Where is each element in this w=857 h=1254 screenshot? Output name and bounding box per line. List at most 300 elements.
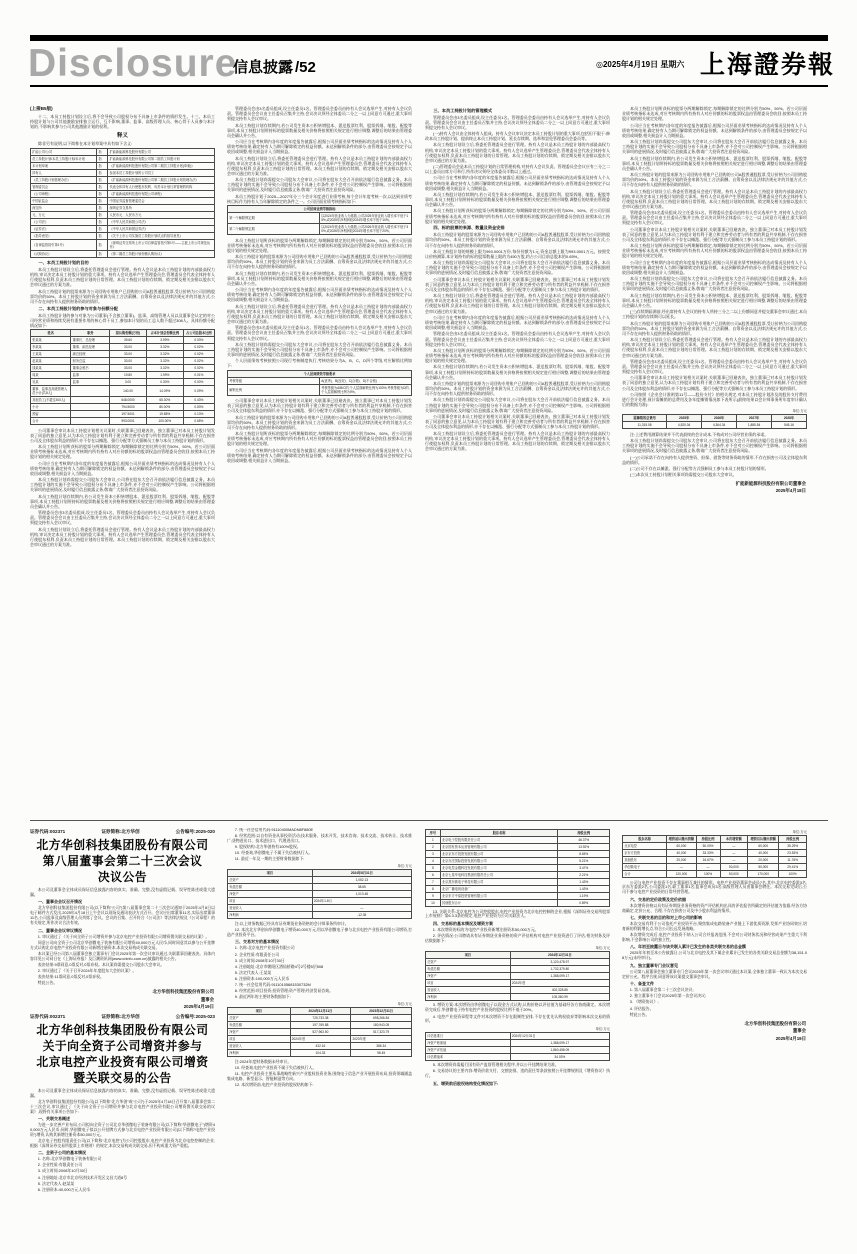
- table-cell: 1.99%: [146, 372, 183, 379]
- paragraph: 管理委员会由3名委员组成,设主任委员1名。管理委员会委员由持有人会议选举产生,对持有人会议负责。管理委员会会议由主任委员召集并主持,会议决议须经全体委员二分之一以上同意方可通过,重大事项须提交持有人会议审议。: [622, 358, 807, 375]
- table-cell: 725,733.38: [290, 1015, 351, 1022]
- table-header-cell: 职务: [71, 330, 110, 337]
- paragraph: 2. 独立董事专门会议2025年第一次会议决议;: [629, 993, 707, 999]
- table-cell: 402,328.85: [510, 986, 609, 993]
- table-cell: 3.32%: [146, 365, 183, 372]
- paragraph: 公司董事会审议本员工持股计划相关议案时,关联董事已回避表决。独立董事已对本员工持股计划发表了同意的独立意见,认为本员工持股计划有利于建立和完善劳动者与所有者的利益共享机制,不存在损害公司及全体股东利益的情形,亦不存在以摊派、强行分配等方式强制员工参与本员工持股计划的情形。: [622, 226, 807, 242]
- table-cell: 1,388,099.17: [510, 1039, 609, 1046]
- paragraph: 3. 成立时间:2008年10月30日: [37, 1168, 88, 1174]
- table-cell: 1,860,458.09: [510, 1046, 609, 1053]
- table-cell: 净利润: [228, 912, 313, 919]
- table-cell: 517,323.79: [351, 1029, 412, 1036]
- paragraph: 4. 注册地址:北京市朝阳区酒仙桥路4号2号楼5层508: [234, 963, 324, 969]
- table-cell: 50.00%: [696, 843, 720, 850]
- table-cell: 指: [97, 162, 108, 169]
- table-cell: 负债总额: [426, 965, 511, 972]
- table-cell: 20,000: [748, 857, 779, 864]
- data-table: [30, 329, 215, 425]
- table-cell: 《指导意见》: [31, 232, 97, 239]
- table-cell: 以2024年营业收入为基数,公司2025年营业收入增长率不低于15%,或2025年净利润较2024年增长率不低于10%。: [320, 213, 412, 224]
- stock-name: 证券简称:北方华创: [101, 829, 140, 834]
- table-header-cell: 本次增资额: [720, 836, 748, 843]
- unit-label: 单位:万元: [595, 945, 610, 950]
- table-header-cell: 2027年: [737, 415, 772, 422]
- table-cell: 参加本员工持股计划的公司员工: [108, 169, 215, 176]
- signature-line: 北方华创科技集团股份有限公司: [744, 1020, 806, 1026]
- paragraph: 公司董事会审议本员工持股计划相关议案时,关联董事已回避表决。独立董事已对本员工持股计划发表了同意的独立意见,认为本员工持股计划有利于建立和完善劳动者与所有者的利益共享机制,不存在损害公司及全体股东利益的情形,亦不存在以摊派、强行分配等方式强制员工参与本员工持股计划的情形。: [227, 398, 412, 414]
- signature-line: 2025年4月19日: [775, 1035, 806, 1041]
- table-cell: 李某某: [31, 344, 71, 351]
- paragraph: 管理委员会由3名委员组成,设主任委员1名。管理委员会委员由持有人会议选举产生,对持有人会议负责。管理委员会会议由主任委员召集并主持,会议决议须经全体委员二分之一以上同意方可通过,重大事项须提交持有人会议审议。: [425, 114, 610, 130]
- table-cell: 指: [97, 155, 108, 162]
- table-cell: —: [720, 843, 748, 850]
- table-cell: 50,000: [720, 871, 748, 878]
- sub-heading: 四、交易标的基本情况及增资方案: [433, 920, 493, 926]
- table-cell: 5.21%: [558, 858, 610, 865]
- paragraph: 3. 成立时间:2008年10月30日: [234, 957, 285, 963]
- table-cell: 9: [426, 893, 441, 900]
- bottom-announcement-column-3: [425, 828, 610, 1248]
- announcement-headline: [30, 837, 215, 885]
- table-cell: 33.00: [110, 344, 147, 351]
- table-cell: 33.00: [110, 365, 147, 372]
- table-cell: 0.13%: [183, 411, 214, 418]
- table-cell: [71, 418, 110, 425]
- paragraph: 公司应当在考核期内各年度的年度报告披露后,根据公司层面业绩考核指标的达成情况及持有人个人绩效考核结果,确定持有人当期可解除锁定的权益份额。未达到解锁条件的部分,由管理委员会按规定予以收回或调整,相关损益计入当期损益。: [622, 259, 807, 275]
- paragraph: 公司董事会审议本员工持股计划相关议案时,关联董事已回避表决。独立董事已对本员工持股计划发表了同意的独立意见,认为本员工持股计划有利于建立和完善劳动者与所有者的利益共享机制,不存在损害公司及全体股东利益的情形,亦不存在以摊派、强行分配等方式强制员工参与本员工持股计划的情形。: [425, 413, 610, 430]
- table-cell: 8.65%: [558, 851, 610, 858]
- paragraph: 北京电子控股有限责任公司(以下简称“北京电控”)为公司控股股东,电控产业投资为北京电控控制的企业,根据《深圳证券交易所股票上市规则》的规定,本次交易构成关联交易,但不构成重大资产重组。: [30, 1137, 215, 1148]
- table-cell: 北京电控金服科技发展有限公司: [440, 865, 558, 872]
- paragraph: 公司应当在考核期内各年度的年度报告披露后,根据公司层面业绩考核指标的达成情况及持有人个人绩效考核结果,确定持有人当期可解除锁定的权益份额。未达到解锁条件的部分,由管理委员会按规定予以收回或调整,相关损益计入当期损益。: [622, 122, 807, 138]
- table-cell: 董事会秘书: [71, 365, 110, 372]
- table-header-cell: 姓名: [31, 330, 71, 337]
- table-cell: 60,000: [667, 843, 696, 850]
- table-cell: 1,388,099.17: [510, 972, 609, 979]
- table-cell: 净资产: [228, 1029, 291, 1036]
- table-cell: 0.09%: [183, 386, 214, 397]
- table-cell: 合计: [31, 418, 71, 425]
- table-cell: 11.76%: [779, 857, 807, 864]
- table-cell: 北京京东方投资发展有限公司: [440, 851, 558, 858]
- table-cell: 董事、副总经理: [71, 344, 110, 351]
- paragraph: 7. 统一社会信用代码:91110105681530732M: [234, 982, 311, 988]
- table-cell: 0.01%: [183, 372, 214, 379]
- data-table: [622, 414, 807, 429]
- table-cell: 本计划草案: [31, 162, 97, 169]
- table-cell: [71, 404, 110, 411]
- table-cell: 《深圳证券交易所上市公司自律监管指引第1号——主板上市公司规范运作》: [108, 239, 215, 250]
- table-cell: 北京七星华电科技集团有限责任公司: [440, 872, 558, 879]
- table-cell: 指: [97, 148, 108, 155]
- table-cell: 1.43%: [558, 886, 610, 893]
- top-article-column-4: [622, 106, 807, 816]
- table-cell: 指: [97, 204, 108, 211]
- paragraph: 1. 审议通过了《关于向全资子公司增资并参与北京电控产业投资有限公司增资暨关联交易的议案》。: [37, 933, 210, 939]
- table-cell: 65.30%: [146, 397, 183, 404]
- paragraph: 2. 评估情况:公司聘请具有证券期货业务资格的资产评估机构对电控产业投资进行了评估,相关财务及评估数据如下:: [425, 932, 610, 943]
- signature-line: 董事会: [200, 996, 214, 1002]
- announcement-number: 公告编号:2025-020: [175, 829, 215, 834]
- paragraph: 4. 注册地址:北京市北京经济技术开发区文昌大道8号: [37, 1174, 128, 1180]
- table-cell: 2023年度: [351, 1036, 412, 1043]
- unit-label: 单位:万元: [397, 1002, 412, 1007]
- headline-line: 暨关联交易的公告: [73, 1070, 172, 1085]
- paragraph: 4. 评估报告。: [629, 1005, 654, 1011]
- table-cell: 张某某: [31, 337, 71, 344]
- table-cell: 0.30%: [146, 379, 183, 386]
- table-cell: 3.32%: [146, 344, 183, 351]
- table-cell: 3.32%: [146, 351, 183, 358]
- paragraph: 本员工持股计划所获标的股票分两期解除锁定,每期解除锁定的比例分别为50%、50%。若公司层面业绩考核指标未达成,对应考核期内所有持有人对应份额的标的股票权益由管理委员会收回,按照本员工持股计划的相关规定处理。: [622, 106, 807, 122]
- paragraph: 本员工持股计划尚需提交公司股东大会审议,公司将在股东大会召开前依法履行信息披露义务。本员工持股计划的实施不会导致公司股权分布不具备上市条件,亦不会对公司控制权产生影响。公司将根据相关事项的进展情况,及时履行信息披露义务,敬请广大投资者注意投资风险。: [227, 341, 412, 358]
- paragraph: 管理委员会由3名委员组成,设主任委员1名。管理委员会委员由持有人会议选举产生,对持有人会议负责。管理委员会会议由主任委员召集并主持,会议决议须经全体委员二分之一以上同意方可通过,重大事项须提交持有人会议审议。: [227, 325, 412, 341]
- masthead-top-rule: [30, 35, 828, 41]
- paragraph: 本公司及董事会全体成员保证信息披露内容的真实、准确、完整,没有虚假记载、误导性陈述或重大遗漏。: [30, 887, 215, 898]
- paragraph: 1. 本次增资的标的为电控产业投资新增注册资本50,000万元。: [432, 926, 539, 932]
- sub-heading: 八、年初至披露日与该关联人累计已发生的各类关联交易的总金额: [630, 944, 746, 950]
- paragraph: 6. 注册资本:100,000万元人民币: [234, 975, 290, 981]
- table-cell: 100%: [779, 871, 807, 878]
- paragraph: (一)持有人会议由全体持有人组成。持有人会议审议决定本员工持股计划的重大事项,包括但不限于:修改本员工持股计划、提前终止本员工持股计划、延长存续期、选举和罢免管理委员会委员等。: [425, 131, 610, 142]
- table-cell: 100%: [696, 871, 720, 878]
- table-cell: 指: [97, 250, 108, 257]
- page-number: /52: [295, 59, 316, 76]
- table-cell: 董事长、总经理: [71, 337, 110, 344]
- assessment-box-table: [227, 370, 412, 396]
- table-cell: 197,769.88: [290, 1022, 351, 1029]
- table-cell: 负债总额: [228, 884, 313, 891]
- table-cell: 《扩能新能源科技股份有限公司第二期员工持股计划管理办法》: [108, 176, 215, 183]
- paragraph: (三)存续期届满前,经出席持有人会议的持有人所持三分之二以上份额同意并提交董事会审议通过,本员工持股计划的存续期可以延长。: [622, 309, 807, 320]
- stock-name: 证券简称:北方华创: [101, 1013, 140, 1019]
- table-cell: 以2024年营业收入为基数,公司2026年营业收入增长率不低于30%,或2026年净利润较2024年增长率不低于20%。: [320, 224, 412, 235]
- table-header-cell: 2023年12月31日: [351, 1008, 412, 1015]
- table-cell: 净资产: [426, 972, 511, 979]
- table-cell: 648.0000: [110, 397, 147, 404]
- table-cell: 11,315.08: [623, 422, 667, 429]
- table-cell: 指: [97, 197, 108, 204]
- paragraph: 个人层面绩效考核按照公司现行考核制度执行,考核结果分为A、B、C、D四个等级,对应解锁比例如下:: [227, 358, 412, 369]
- table-cell: 中国证券监督管理委员会: [108, 197, 215, 204]
- table-cell: 《关于上市公司实施员工持股计划试点的指导意见》: [108, 232, 215, 239]
- table-cell: 北京国有资本运营管理有限公司: [440, 844, 558, 851]
- paragraph: 12. 本次增资前,电控产业投资的股权结构如下:: [234, 1082, 314, 1088]
- table-cell: 545.16: [772, 422, 807, 429]
- sub-heading: 二、董事会会议审议情况: [38, 927, 82, 933]
- paragraph: 同意公司向全资子公司北京华创微电子装备有限公司增资40,000万元人民币,同时同意其以参与公开挂牌方式认购北京电控产业投资有限公司新增注册资本,本次交易构成关联交易。: [30, 939, 215, 950]
- table-cell: 指: [97, 232, 108, 239]
- data-table: [30, 148, 215, 258]
- paragraph: 本员工持股计划存续期内,若公司发生资本公积转增股本、派送股票红利、股票拆细、缩股、配股等事项,本员工持股计划所持标的股票数量及相关价格将按照相关规定进行相应调整,调整后的结果由管理委员会确认并公告。: [30, 493, 215, 509]
- table-cell: 人民币元、人民币万元: [108, 211, 215, 218]
- paragraph: 本公司及董事会全体成员保证信息披露内容的真实、准确、完整,没有虚假记载、误导性陈述或重大遗漏。: [30, 1087, 215, 1098]
- table-cell: 1.43%: [558, 879, 610, 886]
- unit-label: 单位:万元: [595, 1026, 610, 1031]
- table-cell: 项目: [426, 979, 511, 986]
- table-cell: 698,266.84: [351, 1015, 412, 1022]
- paragraph: 本员工持股计划设立后,将委托管理委员会进行管理。持有人会议是本员工持股计划的内部最高权力机构,审议决定本员工持股计划的重大事项。持有人会议选举产生管理委员会,管理委员会代表全体持有人行使股东权利,负责本员工持股计划的日常管理。本员工持股计划的存续期、锁定期及相关安排以股东大会审议通过的方案为准。: [425, 142, 610, 163]
- paragraph: 7. 统一社会信用代码:91110400MADN8F880E: [234, 828, 314, 832]
- table-cell: 2024年度: [290, 1036, 351, 1043]
- paragraph: (二)公司不存在以摊派、强行分配等方式强制员工参与本员工持股计划的情形。: [630, 466, 769, 472]
- paragraph: 本议案已经公司第八届董事会独立董事专门会议2025年第一次会议审议通过,关联董事回避表决。具体内容详见公司同日在《上海证券报》及巨潮资讯网(www.cninfo.com.cn)披露的相关公告。: [30, 950, 215, 961]
- table-cell: 23.53%: [779, 850, 807, 857]
- paragraph: 本员工持股计划所获标的股票分两期解除锁定,每期解除锁定的比例分别为50%、50%。若公司层面业绩考核指标未达成,对应考核期内所有持有人对应份额的标的股票权益由管理委员会收回,按照本员工持股计划的相关规定处理。: [425, 347, 610, 364]
- table-cell: 扩能公司/公司: [31, 148, 97, 155]
- table-cell: 考核等级: [228, 377, 320, 384]
- table-cell: 170,000: [748, 871, 779, 878]
- table-cell: 180,943.05: [351, 1022, 412, 1029]
- signature-line: 北方华创科技集团股份有限公司: [152, 989, 214, 995]
- paragraph: 11. 电控产业投资主要从事战略性新兴产业股权投资业务,围绕电子信息产业开展投资布局,投资领域涵盖集成电路、新型显示、智能制造等方向。: [227, 1071, 412, 1082]
- paragraph: 本员工持股计划的股票来源为公司回购专用账户已回购的公司A股普通股股票,受让价格为公司回购股票均价的50%。本员工持股计划的资金来源为员工合法薪酬、自筹资金以及法律法规允许的其他方式,公司不存在向持有人提供财务资助的情形。: [425, 232, 610, 248]
- table-cell: 周某: [31, 372, 71, 379]
- table-cell: 794.5000: [110, 404, 147, 411]
- table-cell: 北京燕东微电子科技有限公司: [440, 879, 558, 886]
- paragraph: 公司应当在考核期内各年度的年度报告披露后,根据公司层面业绩考核指标的达成情况及持有人个人绩效考核结果,确定持有人当期可解除锁定的权益份额。未达到解锁条件的部分,由管理委员会按规定予以收回或调整,相关损益计入当期损益。: [227, 287, 412, 303]
- table-cell: 0.53%: [183, 404, 214, 411]
- table-cell: 《中华人民共和国证券法》: [108, 225, 215, 232]
- paragraph: (三)本次员工持股计划相关事项尚需提交公司股东大会审议。: [630, 472, 737, 478]
- paragraph: 表决结果:9票同意,0票反对,0票弃权。本议案尚需提交公司股东大会审议。: [37, 961, 165, 967]
- table-cell: 监事: [71, 379, 110, 386]
- table-header-cell: 项目: [228, 870, 313, 877]
- paragraph: 本员工持股计划的股票来源为公司回购专用账户已回购的公司A股普通股股票,受让价格为公司回购股票均价的50%。本员工持股计划的资金来源为员工合法薪酬、自筹资金以及法律法规允许的其他方式,公司不存在向持有人提供财务资助的情形。: [425, 380, 610, 397]
- table-cell: —: [667, 864, 696, 871]
- table-cell: 33.33%: [696, 850, 720, 857]
- continued-from-note: (上接B5版): [30, 106, 53, 111]
- table-header-cell: 需摊销的总费用: [623, 415, 667, 422]
- table-cell: 财务总监: [71, 358, 110, 365]
- paragraph: 11. 最近一年及一期的主要财务数据如下:: [234, 856, 305, 862]
- table-cell: 8: [426, 886, 441, 893]
- table-cell: 0.00%: [183, 379, 214, 386]
- table-cell: 《公司法》: [31, 218, 97, 225]
- table-cell: 4,364.34: [702, 422, 737, 429]
- table-cell: —: [720, 850, 748, 857]
- table-cell: 1,013.48: [312, 891, 411, 898]
- table-cell: 33.00: [110, 358, 147, 365]
- paragraph: 10. 经查询,华创微电子不属于失信被执行人。: [234, 850, 313, 856]
- paragraph: 4. 电控产业投资章程等文件对本次增资不存在限制性安排,不存在优先认购权放弃等影响本次交易的情形。: [425, 1013, 610, 1024]
- table-cell: 项目: [228, 1036, 291, 1043]
- paragraph: 公司应当在考核期内各年度的年度报告披露后,根据公司层面业绩考核指标的达成情况及持有人个人绩效考核结果,确定持有人当期可解除锁定的权益份额。未达到解锁条件的部分,由管理委员会按规定予以收回或调整,相关损益计入当期损益。: [227, 447, 412, 463]
- data-table: [622, 835, 807, 878]
- table-cell: 3.00: [110, 379, 147, 386]
- paragraph: 本员工持股计划设立后,将委托管理委员会进行管理。持有人会议是本员工持股计划的内部最高权力机构,审议决定本员工持股计划的重大事项。持有人会议选举产生管理委员会,管理委员会代表全体持有人行使股东权利,负责本员工持股计划的日常管理。本员工持股计划的存续期、锁定期及相关安排以股东大会审议通过的方案为准。: [622, 188, 807, 209]
- table-cell: 赵某某: [31, 358, 71, 365]
- paragraph: 为进一步完善产业布局,公司拟向全资子公司北京华创微电子装备有限公司(以下简称“华创微电子”)增资40,000万元人民币;同时,华创微电子拟以公开挂牌方式参与北京电控产业投资有限公司(以下简称“电控产业投资”)增资,认购其新增注册资本50,000万元。: [30, 1121, 215, 1137]
- paragraph: 本员工持股计划于2025—2027年分三个会计年度进行业绩考核,每个会计年度考核一次,以达到业绩考核目标作为持有人当年解除锁定的条件之一。公司层面业绩考核指标如下:: [227, 193, 412, 204]
- table-cell: 第一个解除锁定期: [228, 213, 320, 224]
- table-cell: 副总经理: [71, 351, 110, 358]
- data-table: [425, 829, 610, 907]
- table-cell: 总资产: [228, 1015, 291, 1022]
- paragraph: 本员工持股计划的股票来源为公司回购专用账户已回购的公司A股普通股股票,受让价格为公司回购股票均价的50%。本员工持股计划的资金来源为员工合法薪酬、自筹资金以及法律法规允许的其他方式,公司不存在向持有人提供财务资助的情形。: [30, 288, 215, 304]
- table-header-cell: 股东名称: [440, 830, 558, 837]
- paragraph: 公司应当在考核期内各年度的年度报告披露后,根据公司层面业绩考核指标的达成情况及持有人个人绩效考核结果,确定持有人当期可解除锁定的权益份额。未达到解锁条件的部分,由管理委员会按规定予以收回或调整,相关损益计入当期损益。: [227, 139, 412, 155]
- unit-label: 单位:万元: [397, 864, 412, 869]
- table-cell: 386.34: [351, 1043, 412, 1050]
- sub-heading: 一、关联交易概述: [38, 1115, 70, 1121]
- paragraph: 表决结果:11票同意,0票反对,0票弃权。: [37, 974, 104, 980]
- headline-line: 北京电控产业投资有限公司增资: [36, 1054, 209, 1069]
- paragraph: 2. 审议通过了《关于召开2024年年度股东大会的议案》。: [37, 967, 137, 973]
- paragraph: 8. 经营范围:项目投资;投资管理;资产管理;经济贸易咨询。: [234, 988, 333, 994]
- table-cell: —: [696, 864, 720, 871]
- table-header-cell: 2024年8月31日: [312, 870, 411, 877]
- table-header-cell: 拟认购份额(万份): [110, 330, 147, 337]
- paragraph: 注:上述费用测算结果并不代表最终的会计成本,不构成对公司经营业绩的承诺。: [630, 431, 769, 437]
- table-cell: 50,000: [748, 864, 779, 871]
- sub-heading: 十、备查文件: [630, 981, 654, 987]
- table-cell: 净利润: [426, 993, 511, 1000]
- paragraph: 6. 交易协议的主要内容:增资价款支付、交割安排、违约责任等条款按照公开挂牌规则及《增资协议》执行。: [425, 1068, 610, 1079]
- table-cell: 40,000: [748, 850, 779, 857]
- paragraph: 十二、本员工持股计划设立后,将不会导致公司股权分布不具备上市条件的情形发生。十三、本员工持股计划与公司其他激励安排独立运行、互不影响,董事、监事、高级管理人员、核心骨干人员参与本计划的,不影响其参与公司其他激励计划的权利。: [30, 113, 215, 129]
- table-cell: 2024年1-8月: [312, 898, 411, 905]
- table-cell: 7: [426, 879, 441, 886]
- table-cell: 3.32%: [146, 358, 183, 365]
- table-cell: 钱某某: [31, 365, 71, 372]
- table-cell: 第二个解除锁定期: [228, 224, 320, 235]
- table-cell: 持有人: [31, 169, 97, 176]
- table-cell: 3: [426, 851, 441, 858]
- paragraph: 本员工持股计划尚需提交公司股东大会审议,公司将在股东大会召开前依法履行信息披露义务。本员工持股计划的实施不会导致公司股权分布不具备上市条件,亦不会对公司控制权产生影响。公司将根据相关事项的进展情况,及时履行信息披露义务,敬请广大投资者注意投资风险。: [425, 397, 610, 413]
- paragraph: 3. 增资方案:本次增资由华创微电子以现金方式认购,认购价格以评估值为基础经各方协商确定。本次增资完成后,华创微电子持有电控产业投资的股权比例不低于20%。: [425, 1002, 610, 1013]
- sub-heading: 三、交易对方的基本情况: [235, 939, 279, 945]
- sub-heading: 九、独立董事专门会议意见: [630, 962, 678, 968]
- paragraph: 1. 第八届董事会第二十三次会议决议;: [629, 987, 694, 993]
- paragraph: 管理委员会由3名委员组成,设主任委员1名。管理委员会委员由持有人会议选举产生,对持有人会议负责。管理委员会会议由主任委员召集并主持,会议决议须经全体委员二分之一以上同意方可通过,重大事项须提交持有人会议审议。: [622, 210, 807, 226]
- paragraph: 本员工持股计划设立后,将委托管理委员会进行管理。持有人会议是本员工持股计划的内部最高权力机构,审议决定本员工持股计划的重大事项。持有人会议选举产生管理委员会,管理委员会代表全体持有人行使股东权利,负责本员工持股计划的日常管理。本员工持股计划的存续期、锁定期及相关安排以股东大会审议通过的方案为准。: [425, 293, 610, 314]
- table-cell: 京东方投资: [623, 850, 667, 857]
- top-article-column-2: [227, 106, 412, 816]
- paragraph: 本员工持股计划尚需提交公司股东大会审议,公司将在股东大会召开前依法履行信息披露义务。本员工持股计划的实施不会导致公司股权分布不具备上市条件,亦不会对公司控制权产生影响。公司将根据相关事项的进展情况,及时履行信息披露义务,敬请广大投资者注意投资风险。: [30, 477, 215, 493]
- stock-code-line: [30, 829, 215, 835]
- paragraph: 本员工持股计划的股票来源为公司回购专用账户已回购的公司A股普通股股票,受让价格为公司回购股票均价的50%。本员工持股计划的资金来源为员工合法薪酬、自筹资金以及法律法规允许的其他方式,公司不存在向持有人提供财务资助的情形。: [227, 254, 412, 270]
- paragraph: 公司董事会审议本员工持股计划相关议案时,关联董事已回避表决。独立董事已对本员工持股计划发表了同意的独立意见,认为本员工持股计划有利于建立和完善劳动者与所有者的利益共享机制,不存在损害公司及全体股东利益的情形,亦不存在以摊派、强行分配等方式强制员工参与本员工持股计划的情形。: [30, 427, 215, 443]
- table-cell: 净利润: [228, 1050, 291, 1057]
- table-cell: 元、万元: [31, 211, 97, 218]
- table-cell: 1,732,379.80: [510, 965, 609, 972]
- table-header-cell: 2026年: [702, 415, 737, 422]
- signature-line: 2025年4月18日: [775, 488, 806, 493]
- center-heading: 释义: [116, 133, 128, 140]
- paragraph: 公司按照《企业会计准则第11号——股份支付》的相关规定,对本员工持股计划涉及的股份支付费用进行会计处理,预计需摊销的总费用及各年度摊销情况如下表所示(最终结果以会计师事务所年度审计确认后的数据为准):: [622, 391, 807, 408]
- signature-block: [31, 988, 214, 1010]
- table-cell: 北京广播电视设备厂: [440, 886, 558, 893]
- paragraph: 本员工持股计划的规模上限为993.0001万份,每份份额为1元,资金总额上限为993.0001万元。按照受让价格测算,本计划持有的标的股票数量上限约为450万股,约占公司目前总股本的0.65%。: [425, 248, 610, 259]
- stock-code-line: [30, 1014, 215, 1020]
- paragraph: 本员工持股计划所获标的股票分两期解除锁定,每期解除锁定的比例分别为50%、50%。若公司层面业绩考核指标未达成,对应考核期内所有持有人对应份额的标的股票权益由管理委员会收回,按照本员工持股计划的相关规定处理。: [622, 243, 807, 259]
- table-cell: 1: [426, 837, 441, 844]
- table-cell: 《证券法》: [31, 225, 97, 232]
- paragraph: 特此公告。: [629, 1011, 650, 1017]
- paragraph: 本员工持股计划设立后,将委托管理委员会进行管理。持有人会议是本员工持股计划的内部最高权力机构,审议决定本员工持股计划的重大事项。持有人会议选举产生管理委员会,管理委员会代表全体持有人行使股东权利,负责本员工持股计划的日常管理。本员工持股计划的存续期、锁定期及相关安排以股东大会审议通过的方案为准。: [622, 337, 807, 358]
- paragraph: 8. 经营范围:以自有资金从事投资活动;技术服务、技术开发、技术咨询、技术交流、技术转让、技术推广;货物进出口、技术进出口、代理进出口。: [227, 833, 412, 844]
- paragraph: 5. 法定代表人:王某某: [234, 969, 272, 975]
- table-cell: 扩能新能源科技股份有限公司第二期员工持股计划: [108, 155, 215, 162]
- paragraph: 本员工持股计划所获标的股票分两期解除锁定,每期解除锁定的比例分别为50%、50%。若公司层面业绩考核指标未达成,对应考核期内所有持有人对应份额的标的股票权益由管理委员会收回,按照本员工持股计划的相关规定处理。: [425, 208, 610, 224]
- table-cell: 华创微电子: [623, 864, 667, 871]
- masthead-section-title: [233, 56, 316, 77]
- sub-heading: 四、标的股票的来源、数量及资金安排: [433, 225, 505, 231]
- table-cell: 管理委员会: [31, 183, 97, 190]
- table-cell: 197.5001: [110, 411, 147, 418]
- paragraph: 本员工持股计划存续期内,若公司发生资本公积转增股本、派送股票红利、股票拆细、缩股、配股等事项,本员工持股计划所持标的股票数量及相关价格将按照相关规定进行相应调整,调整后的结果由管理委员会确认并公告。: [425, 364, 610, 380]
- section-divider-rule: [30, 820, 828, 821]
- table-cell: A(优秀)、B(良好)、C(合格)、D(不合格): [320, 377, 412, 384]
- paragraph: 特此公告。: [37, 980, 58, 986]
- table-cell: 《第二期员工持股计划份额认购协议》: [108, 250, 215, 257]
- table-cell: 营业收入: [228, 905, 313, 912]
- table-cell: 1.19%: [558, 893, 610, 900]
- box-title: 公司层面业绩考核指标: [228, 206, 412, 213]
- paragraph: 本次增资价格以具有证券期货业务资格的资产评估机构出具的评估报告所确定的评估值为依据,经各方协商确定,定价公允、合理,不存在损害公司及中小股东利益的情形。: [622, 902, 807, 913]
- table-cell: 营业收入: [228, 1043, 291, 1050]
- table-cell: 6: [426, 872, 441, 879]
- table-cell: 35.29%: [779, 843, 807, 850]
- unit-label: 单位:万元: [792, 409, 807, 414]
- table-cell: 16.67%: [696, 857, 720, 864]
- table-cell: 0.02%: [183, 358, 214, 365]
- table-header-cell: 2024年12月31日: [290, 1008, 351, 1015]
- table-cell: 扩能新能源科技股份有限公司: [108, 148, 215, 155]
- masthead-date: ◎2025年4月19日 星期六: [596, 60, 685, 69]
- table-header-cell: 2024年12月31日: [510, 951, 609, 958]
- table-cell: 负债总额: [228, 1022, 291, 1029]
- table-cell: 0.02%: [183, 365, 214, 372]
- headline-line: 第八届董事会第二十三次会议: [42, 854, 203, 869]
- table-cell: 北京东方中原投资管理有限公司: [440, 893, 558, 900]
- table-cell: 《中华人民共和国公司法》: [108, 218, 215, 225]
- table-cell: 60,000: [748, 843, 779, 850]
- unit-label: 单位:万元: [792, 830, 807, 834]
- paragraph: 公司董事会审议本员工持股计划相关议案时,关联董事已回避表决。独立董事已对本员工持股计划发表了同意的独立意见,认为本员工持股计划有利于建立和完善劳动者与所有者的利益共享机制,不存在损害公司及全体股东利益的情形,亦不存在以摊派、强行分配等方式强制员工参与本员工持股计划的情形。: [425, 276, 610, 292]
- table-cell: 指: [97, 225, 108, 232]
- table-cell: 2.21%: [558, 872, 610, 879]
- table-cell: 《员工持股计划管理办法》: [31, 176, 97, 183]
- paragraph: (二)管理委员会是本员工持股计划的日常管理机构,对持有人会议负责。管理委员会会议应有三分之二以上委员出席方可举行,所作决议须经全体委员半数以上通过。: [425, 164, 610, 175]
- paragraph: 公司第八届董事会独立董事专门会议2025年第一次会议审议通过本议案,全体独立董事一致认为本次交易定价公允、程序合规,同意将该议案提交董事会审议。: [622, 968, 807, 979]
- headline-line: 关于向全资子公司增资并参与: [42, 1038, 203, 1053]
- table-cell: 《扩能新能源科技股份有限公司章程》: [108, 190, 215, 197]
- table-cell: 993.0001: [110, 418, 147, 425]
- sub-heading: 五、增资前后股权结构变化情况如下:: [433, 1080, 499, 1086]
- top-article-column-3: [425, 106, 610, 816]
- paragraph: 2025年年初至本公告披露日,公司与北京电控及其下属企业累计已发生的各类关联交易总金额为38,151.08万元(未经审计)。: [622, 950, 807, 961]
- table-cell: 考核等级为A/B/C的,个人层面解锁比例为100%;考核等级为D的,个人层面解锁比例为0%。: [321, 385, 410, 394]
- table-cell: 深交所: [31, 204, 97, 211]
- table-cell: 王某某: [31, 351, 71, 358]
- table-cell: 净资产: [228, 891, 313, 898]
- table-cell: 指: [97, 218, 108, 225]
- paragraph: 本员工持股计划所获标的股票分两期解除锁定,每期解除锁定的比例分别为50%、50%。若公司层面业绩考核指标未达成,对应考核期内所有持有人对应份额的标的股票权益由管理委员会收回,按照本员工持股计划的相关规定处理。: [227, 237, 412, 253]
- table-cell: 营业收入: [426, 986, 511, 993]
- signature-line: 董事会: [792, 1028, 806, 1034]
- table-header-cell: 序号: [426, 830, 441, 837]
- table-header-cell: 增资前认缴出资额: [668, 837, 695, 841]
- table-cell: 80.00%: [146, 404, 183, 411]
- masthead-paper-name: 上海證券報: [700, 50, 836, 79]
- table-cell: 50,000: [720, 864, 748, 871]
- table-cell: 《自律监管指引第1号》: [31, 239, 97, 250]
- table-cell: 13.92%: [558, 844, 610, 851]
- table-header-cell: 增资后认缴出资额: [748, 836, 779, 843]
- paragraph: 管理委员会由3名委员组成,设主任委员1名。管理委员会委员由持有人会议选举产生,对持有人会议负责。管理委员会会议由主任委员召集并主持,会议决议须经全体委员二分之一以上同意方可通过,重大事项须提交持有人会议审议。: [227, 106, 412, 122]
